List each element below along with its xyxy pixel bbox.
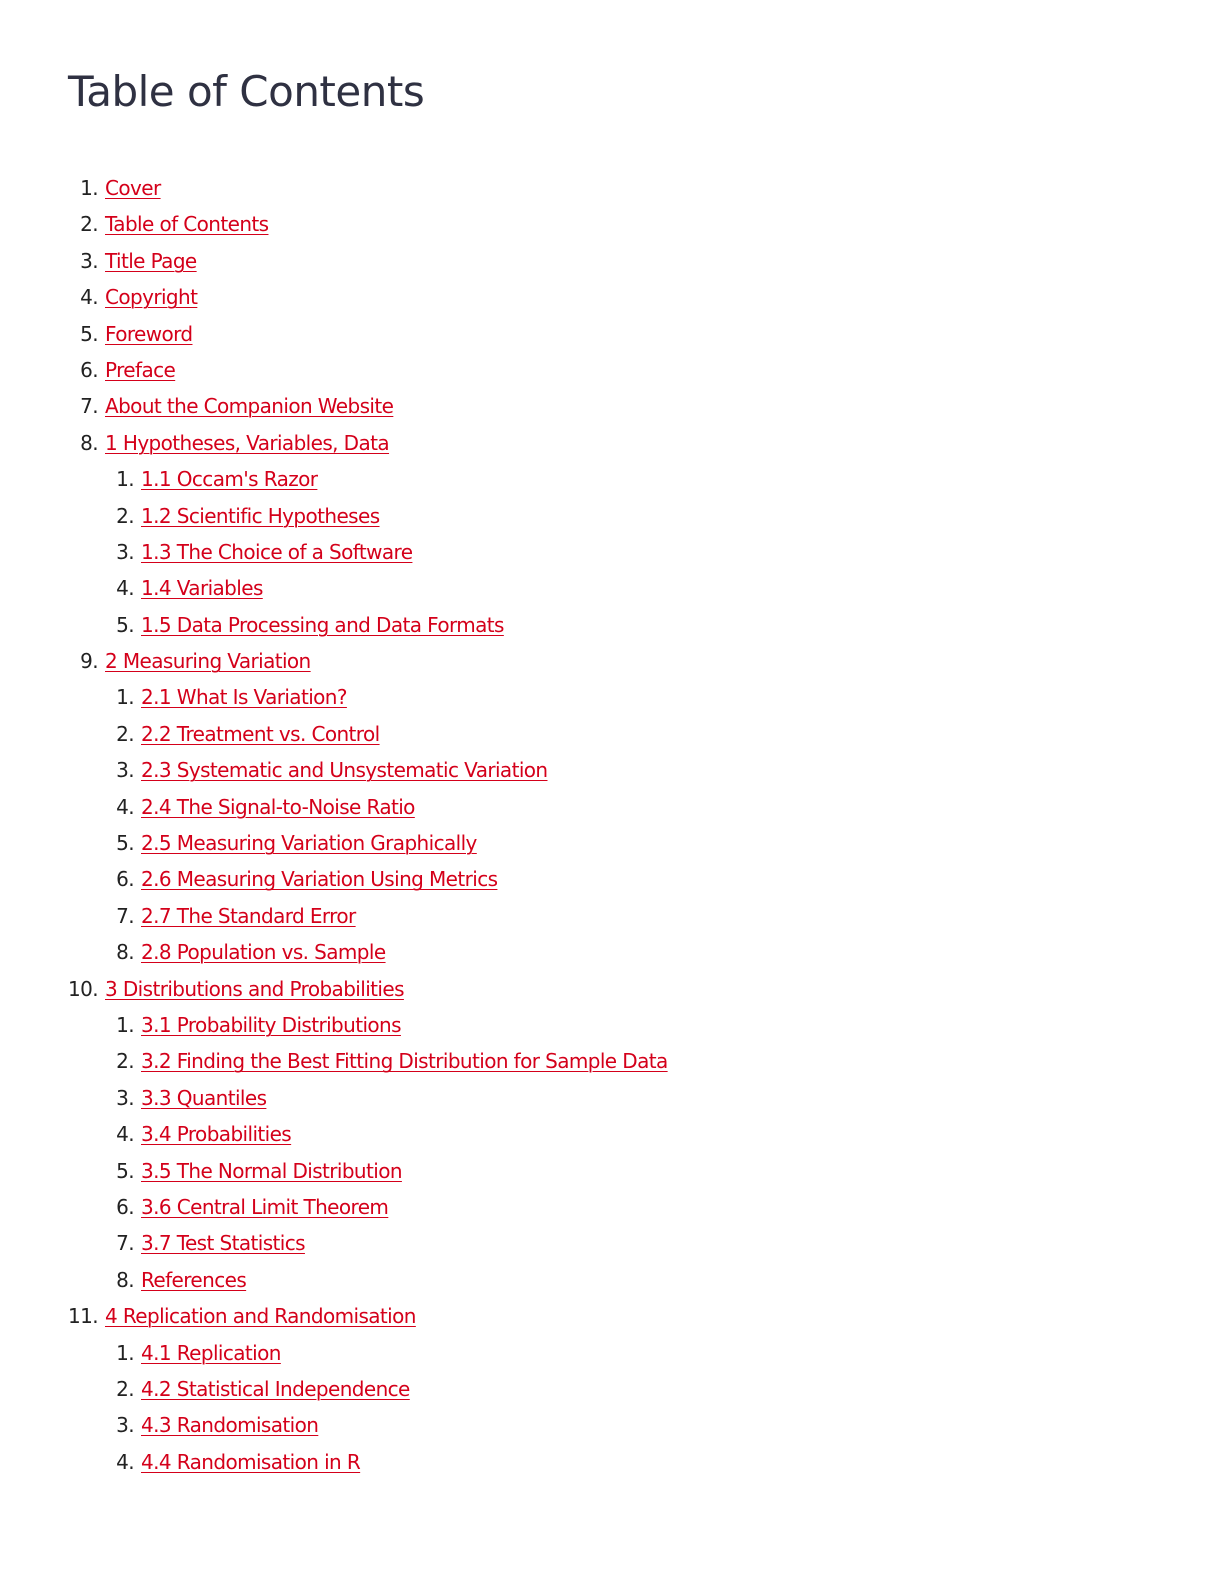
toc-item-number: 9. [80,649,98,674]
toc-item-number: 5. [116,612,134,637]
toc-chapter-item [0,316,1224,352]
table-of-contents-list [0,170,1224,1480]
toc-chapter-item [0,243,1224,279]
toc-item-link[interactable]: 1 Hypotheses, Variables, Data [105,430,390,455]
toc-section-item [0,1007,1224,1043]
toc-item-number: 4. [80,285,98,310]
toc-item-number: 3. [80,248,98,273]
toc-item-number: 5. [116,831,134,856]
toc-item-number: 1. [116,1012,134,1037]
toc-item-link[interactable]: 2.7 The Standard Error [141,903,356,928]
toc-chapter-item [0,643,1224,679]
toc-chapter-item [0,170,1224,206]
toc-item-number: 2. [116,503,134,528]
toc-section-item [0,861,1224,897]
toc-item-number: 8. [80,430,98,455]
toc-item-number: 3. [116,1413,134,1438]
toc-item-link[interactable]: 2.5 Measuring Variation Graphically [141,831,477,856]
toc-item-link[interactable]: 4.2 Statistical Independence [141,1376,410,1401]
toc-section-item [0,1189,1224,1225]
toc-section-item [0,679,1224,715]
toc-chapter-item [0,206,1224,242]
toc-item-number: 8. [116,1267,134,1292]
toc-section-item [0,461,1224,497]
toc-section-item [0,1225,1224,1261]
toc-item-link[interactable]: Copyright [105,285,198,310]
toc-item-number: 5. [80,321,98,346]
toc-item-number: 2. [80,212,98,237]
toc-section-item [0,498,1224,534]
toc-item-number: 7. [116,903,134,928]
toc-item-link[interactable]: 3.2 Finding the Best Fitting Distribution for Sample Data [141,1049,668,1074]
toc-item-number: 2. [116,1049,134,1074]
toc-item-number: 3. [116,1085,134,1110]
toc-item-link[interactable]: 3.7 Test Statistics [141,1231,305,1256]
toc-item-link[interactable]: 1.5 Data Processing and Data Formats [141,612,504,637]
toc-chapter-item [0,388,1224,424]
toc-section-item [0,825,1224,861]
toc-item-number: 4. [116,1449,134,1474]
toc-section-item [0,1371,1224,1407]
toc-item-number: 10. [67,976,98,1001]
toc-item-link[interactable]: 3.4 Probabilities [141,1122,292,1147]
toc-item-link[interactable]: 2.1 What Is Variation? [141,685,347,710]
toc-item-link[interactable]: 1.2 Scientific Hypotheses [141,503,380,528]
toc-item-link[interactable]: Preface [105,357,176,382]
toc-section-item [0,1407,1224,1443]
toc-item-link[interactable]: 1.3 The Choice of a Software [141,539,413,564]
toc-item-link[interactable]: 3.6 Central Limit Theorem [141,1194,389,1219]
toc-item-number: 2. [116,1376,134,1401]
toc-item-link[interactable]: 2.4 The Signal-to-Noise Ratio [141,794,415,819]
toc-item-link[interactable]: Table of Contents [105,212,269,237]
toc-chapter-item [0,971,1224,1007]
toc-item-number: 1. [116,1340,134,1365]
toc-item-link[interactable]: 2.8 Population vs. Sample [141,940,386,965]
toc-section-item [0,934,1224,970]
toc-item-number: 3. [116,758,134,783]
toc-item-link[interactable]: 3.1 Probability Distributions [141,1012,401,1037]
toc-item-link[interactable]: 4.1 Replication [141,1340,281,1365]
toc-section-item [0,752,1224,788]
toc-item-link[interactable]: References [141,1267,247,1292]
toc-section-item [0,1043,1224,1079]
toc-item-number: 4. [116,1122,134,1147]
toc-section-item [0,1116,1224,1152]
toc-item-link[interactable]: Title Page [105,248,197,273]
toc-section-item [0,1335,1224,1371]
toc-section-item [0,1262,1224,1298]
toc-item-number: 7. [116,1231,134,1256]
toc-section-item [0,570,1224,606]
toc-chapter-item [0,279,1224,315]
toc-item-number: 6. [116,1194,134,1219]
toc-item-number: 11. [67,1304,98,1329]
toc-item-number: 6. [80,357,98,382]
page-title: Table of Contents [68,67,425,116]
toc-section-item [0,1153,1224,1189]
toc-section-item [0,534,1224,570]
toc-item-number: 3. [116,539,134,564]
toc-item-number: 4. [116,576,134,601]
toc-chapter-item [0,352,1224,388]
toc-item-number: 1. [116,685,134,710]
toc-section-item [0,898,1224,934]
toc-item-link[interactable]: 1.1 Occam's Razor [141,467,318,492]
toc-item-link[interactable]: 2.2 Treatment vs. Control [141,721,380,746]
toc-item-link[interactable]: 4.4 Randomisation in R [141,1449,361,1474]
toc-item-link[interactable]: 2.6 Measuring Variation Using Metrics [141,867,498,892]
toc-section-item [0,1444,1224,1480]
toc-item-link[interactable]: 3.5 The Normal Distribution [141,1158,402,1183]
toc-item-number: 7. [80,394,98,419]
toc-item-number: 8. [116,940,134,965]
toc-item-link[interactable]: 4 Replication and Randomisation [105,1304,416,1329]
toc-item-link[interactable]: 2.3 Systematic and Unsystematic Variation [141,758,548,783]
toc-item-link[interactable]: 1.4 Variables [141,576,263,601]
toc-item-number: 5. [116,1158,134,1183]
toc-item-link[interactable]: 2 Measuring Variation [105,649,311,674]
toc-item-link[interactable]: 3 Distributions and Probabilities [105,976,404,1001]
toc-item-number: 6. [116,867,134,892]
toc-chapter-item [0,1298,1224,1334]
toc-item-link[interactable]: Cover [105,176,161,200]
toc-section-item [0,716,1224,752]
toc-item-link[interactable]: 3.3 Quantiles [141,1085,267,1110]
toc-item-link[interactable]: Foreword [105,321,193,346]
toc-chapter-item [0,425,1224,461]
toc-item-number: 1. [80,176,98,200]
toc-section-item [0,789,1224,825]
toc-section-item [0,1080,1224,1116]
toc-item-number: 1. [116,467,134,492]
toc-item-number: 2. [116,721,134,746]
toc-section-item [0,607,1224,643]
toc-item-number: 4. [116,794,134,819]
toc-item-link[interactable]: 4.3 Randomisation [141,1413,319,1438]
toc-item-link[interactable]: About the Companion Website [105,394,394,419]
